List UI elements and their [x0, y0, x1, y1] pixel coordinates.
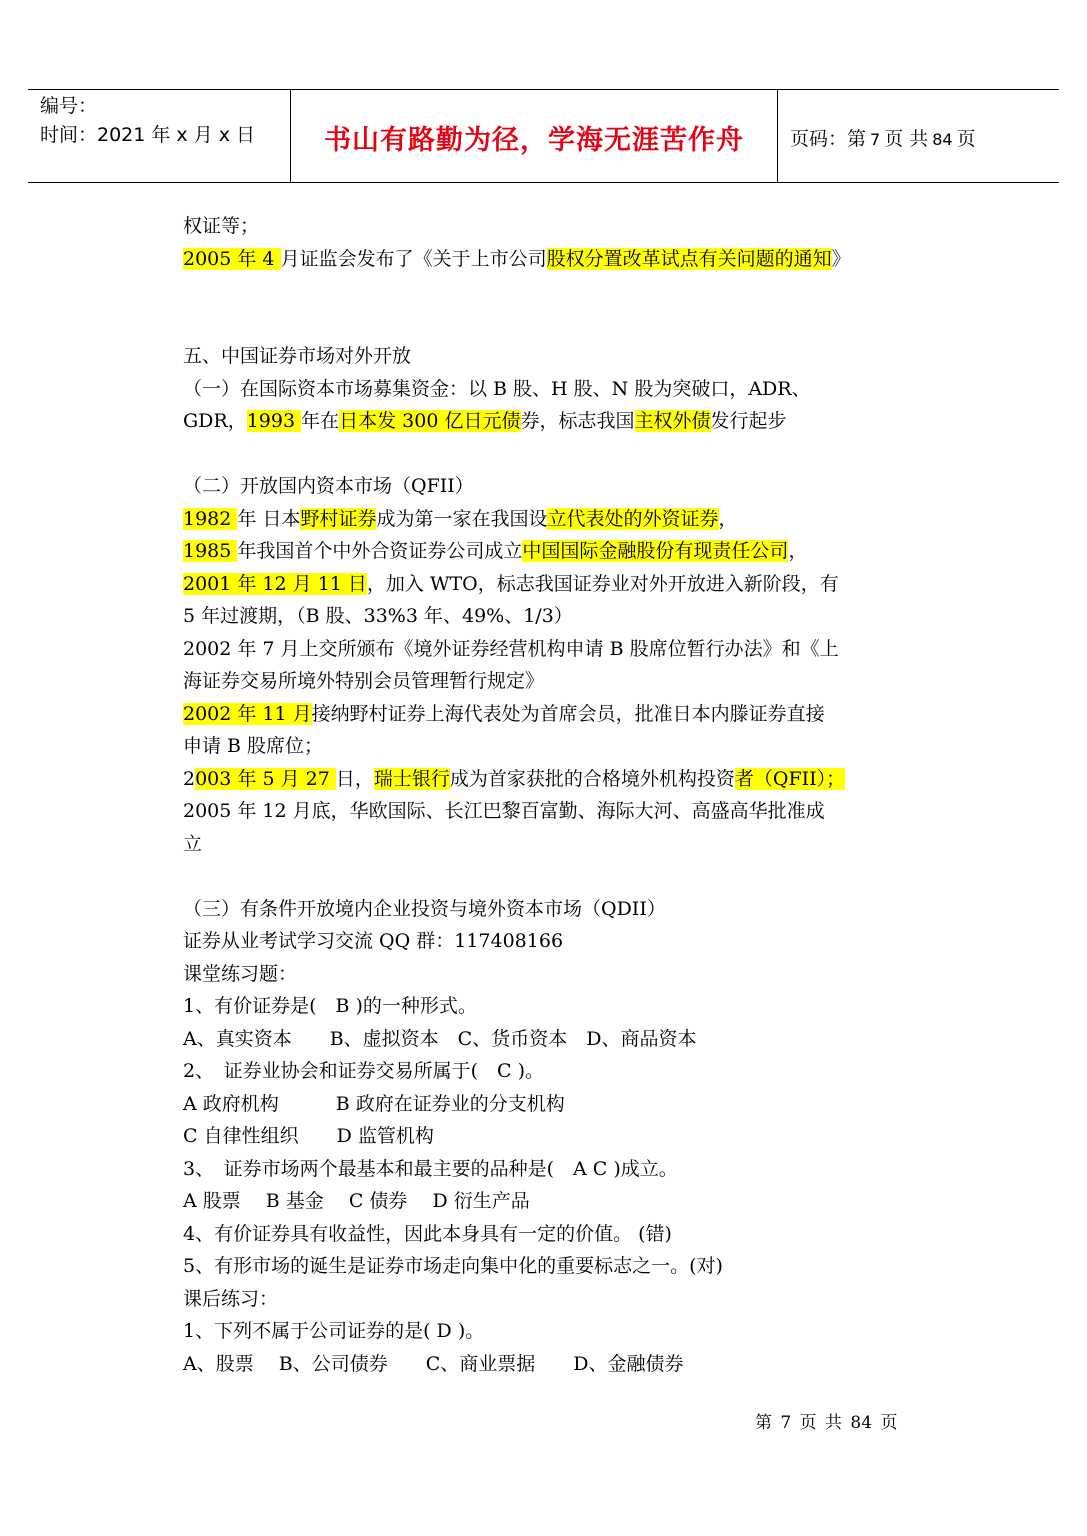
- highlighted-text: 2005 年 4: [183, 247, 281, 270]
- serial-number-label: 编号：: [40, 95, 98, 117]
- header-divider-right: [777, 89, 778, 182]
- highlighted-text: 2002 年 11 月: [183, 702, 312, 725]
- highlighted-text: 1982: [183, 507, 238, 530]
- text-line: [183, 568, 913, 601]
- text-segment: 五、中国证券市场对外开放: [183, 345, 412, 367]
- text-line: [183, 1088, 913, 1121]
- header-page-current: 7: [870, 130, 881, 149]
- text-segment: A 股票 B 基金 C 债券 D 衍生产品: [183, 1190, 530, 1212]
- highlighted-text: 立代表处的外资证券: [547, 507, 719, 530]
- text-line: [183, 1153, 913, 1186]
- text-line: [183, 1055, 913, 1088]
- text-line: [183, 990, 913, 1023]
- text-segment: 日，: [335, 767, 374, 790]
- text-segment: C 自律性组织 D 监管机构: [183, 1125, 434, 1147]
- text-line: [183, 1283, 913, 1316]
- text-line: [183, 633, 913, 666]
- text-segment: 课后练习：: [183, 1287, 279, 1310]
- text-line: [183, 503, 913, 536]
- document-body: [183, 210, 913, 1380]
- highlighted-text: 野村证券: [300, 507, 377, 530]
- text-segment: 成为第一家在我国设: [376, 507, 548, 530]
- text-segment: 5 年过渡期，（B 股、33%3 年、49%、1/3）: [183, 605, 573, 627]
- text-line: [183, 698, 913, 731]
- text-line: [183, 470, 913, 503]
- text-line: [183, 1250, 913, 1283]
- text-segment: A、真实资本 B、虚拟资本 C、货币资本 D、商品资本: [183, 1027, 697, 1050]
- text-line: [183, 1023, 913, 1056]
- header-motto: 书山有路勤为径，学海无涯苦作舟: [324, 125, 744, 156]
- text-segment: 2: [183, 767, 196, 790]
- highlighted-text: 股权分置改革试点有关问题的通知: [546, 247, 832, 270]
- text-segment: ，: [788, 540, 808, 562]
- header-bottom-rule: [28, 182, 1059, 183]
- text-segment: ，加入 WTO，标志我国证券业对外开放进入新阶段，有: [366, 572, 839, 595]
- text-line: [183, 1218, 913, 1251]
- text-line: [183, 665, 913, 698]
- text-segment: 》: [831, 247, 851, 270]
- text-segment: 证券从业考试学习交流 QQ 群：117408166: [183, 930, 564, 952]
- text-line: [183, 958, 913, 991]
- header-info: [40, 92, 255, 150]
- text-segment: 1、有价证券是( B )的一种形式。: [183, 995, 477, 1017]
- text-segment: A、股票 B、公司债券 C、商业票据 D、金融债券: [183, 1352, 684, 1375]
- text-line: [183, 763, 913, 796]
- text-line: [183, 893, 913, 926]
- text-segment: 年 日本: [237, 507, 301, 530]
- highlighted-text: 日本发 300 亿日元债: [339, 410, 521, 432]
- text-segment: A 政府机构 B 政府在证券业的分支机构: [183, 1092, 565, 1115]
- text-segment: 2002 年 7 月上交所颁布《境外证券经营机构申请 B 股席位暂行办法》和《上: [183, 637, 839, 660]
- text-line: [183, 243, 913, 276]
- highlighted-text: 者（QFII）；: [734, 767, 846, 790]
- text-segment: 5、有形市场的诞生是证券市场走向集中化的重要标志之一。(对): [183, 1255, 723, 1277]
- text-line: [183, 340, 913, 373]
- text-segment: 月证监会发布了《关于上市公司: [280, 247, 547, 270]
- text-line: [183, 1185, 913, 1218]
- highlighted-text: 003 年 5 月 27: [195, 767, 336, 790]
- text-line: [183, 1315, 913, 1348]
- text-line: [183, 730, 913, 763]
- text-line: [183, 1120, 913, 1153]
- header-top-rule: [28, 89, 1059, 90]
- blank-line: [183, 860, 913, 893]
- text-segment: 申请 B 股席位；: [183, 735, 324, 757]
- text-line: [183, 925, 913, 958]
- blank-line: [183, 275, 913, 308]
- text-line: [183, 535, 913, 568]
- text-line: [183, 1348, 913, 1381]
- highlighted-text: 2001 年 12 月 11 日: [183, 572, 367, 595]
- text-segment: 券，标志我国: [520, 410, 635, 432]
- highlighted-text: 主权外债: [634, 410, 711, 432]
- text-line: [183, 600, 913, 633]
- text-segment: 2005 年 12 月底，华欧国际、长江巴黎百富勤、海际大河、高盛高华批准成: [183, 800, 825, 822]
- text-segment: （三）有条件开放境内企业投资与境外资本市场（QDII）: [183, 897, 666, 920]
- text-segment: 3、 证券市场两个最基本和最主要的品种是( A C )成立。: [183, 1157, 678, 1180]
- text-line: [183, 210, 913, 243]
- highlighted-text: 1993: [246, 410, 302, 432]
- blank-line: [183, 308, 913, 341]
- highlighted-text: 中国国际金融股份有现责任公司: [522, 540, 789, 562]
- text-segment: 海证券交易所境外特别会员管理暂行规定》: [183, 670, 545, 692]
- text-line: [183, 828, 913, 861]
- highlighted-text: 1985: [183, 540, 238, 562]
- text-segment: GDR，: [183, 410, 247, 432]
- text-line: [183, 795, 913, 828]
- text-segment: （二）开放国内资本市场（QFII）: [183, 475, 474, 497]
- text-segment: （一）在国际资本市场募集资金：以 B 股、H 股、N 股为突破口，ADR、: [183, 377, 811, 400]
- page-footer: 第 7 页 共 84 页: [755, 1413, 898, 1433]
- text-segment: ，: [718, 507, 738, 530]
- text-line: [183, 373, 913, 406]
- header-page-total: 84: [932, 130, 953, 149]
- text-segment: 4、有价证券具有收益性，因此本身具有一定的价值。 (错): [183, 1222, 672, 1245]
- text-segment: 2、 证券业协会和证券交易所属于( C )。: [183, 1060, 544, 1082]
- text-segment: 课堂练习题：: [183, 962, 298, 985]
- highlighted-text: 瑞士银行: [373, 767, 450, 790]
- text-segment: 权证等；: [183, 215, 260, 237]
- text-segment: 接纳野村证券上海代表处为首席会员，批准日本内滕证券直接: [311, 702, 825, 725]
- text-segment: 立: [183, 832, 203, 855]
- text-segment: 年在: [301, 410, 340, 432]
- text-segment: 年我国首个中外合资证券公司成立: [237, 540, 523, 562]
- text-segment: 1、下列不属于公司证券的是( D )。: [183, 1320, 485, 1342]
- text-segment: 发行起步: [710, 410, 787, 432]
- text-segment: 成为首家获批的合格境外机构投资: [449, 767, 735, 790]
- text-line: [183, 405, 913, 438]
- time-label: 时间：2021 年 x 月 x 日: [40, 124, 256, 146]
- header-page-indicator: 页码：第 7 页 共 84 页: [790, 128, 976, 150]
- blank-line: [183, 438, 913, 471]
